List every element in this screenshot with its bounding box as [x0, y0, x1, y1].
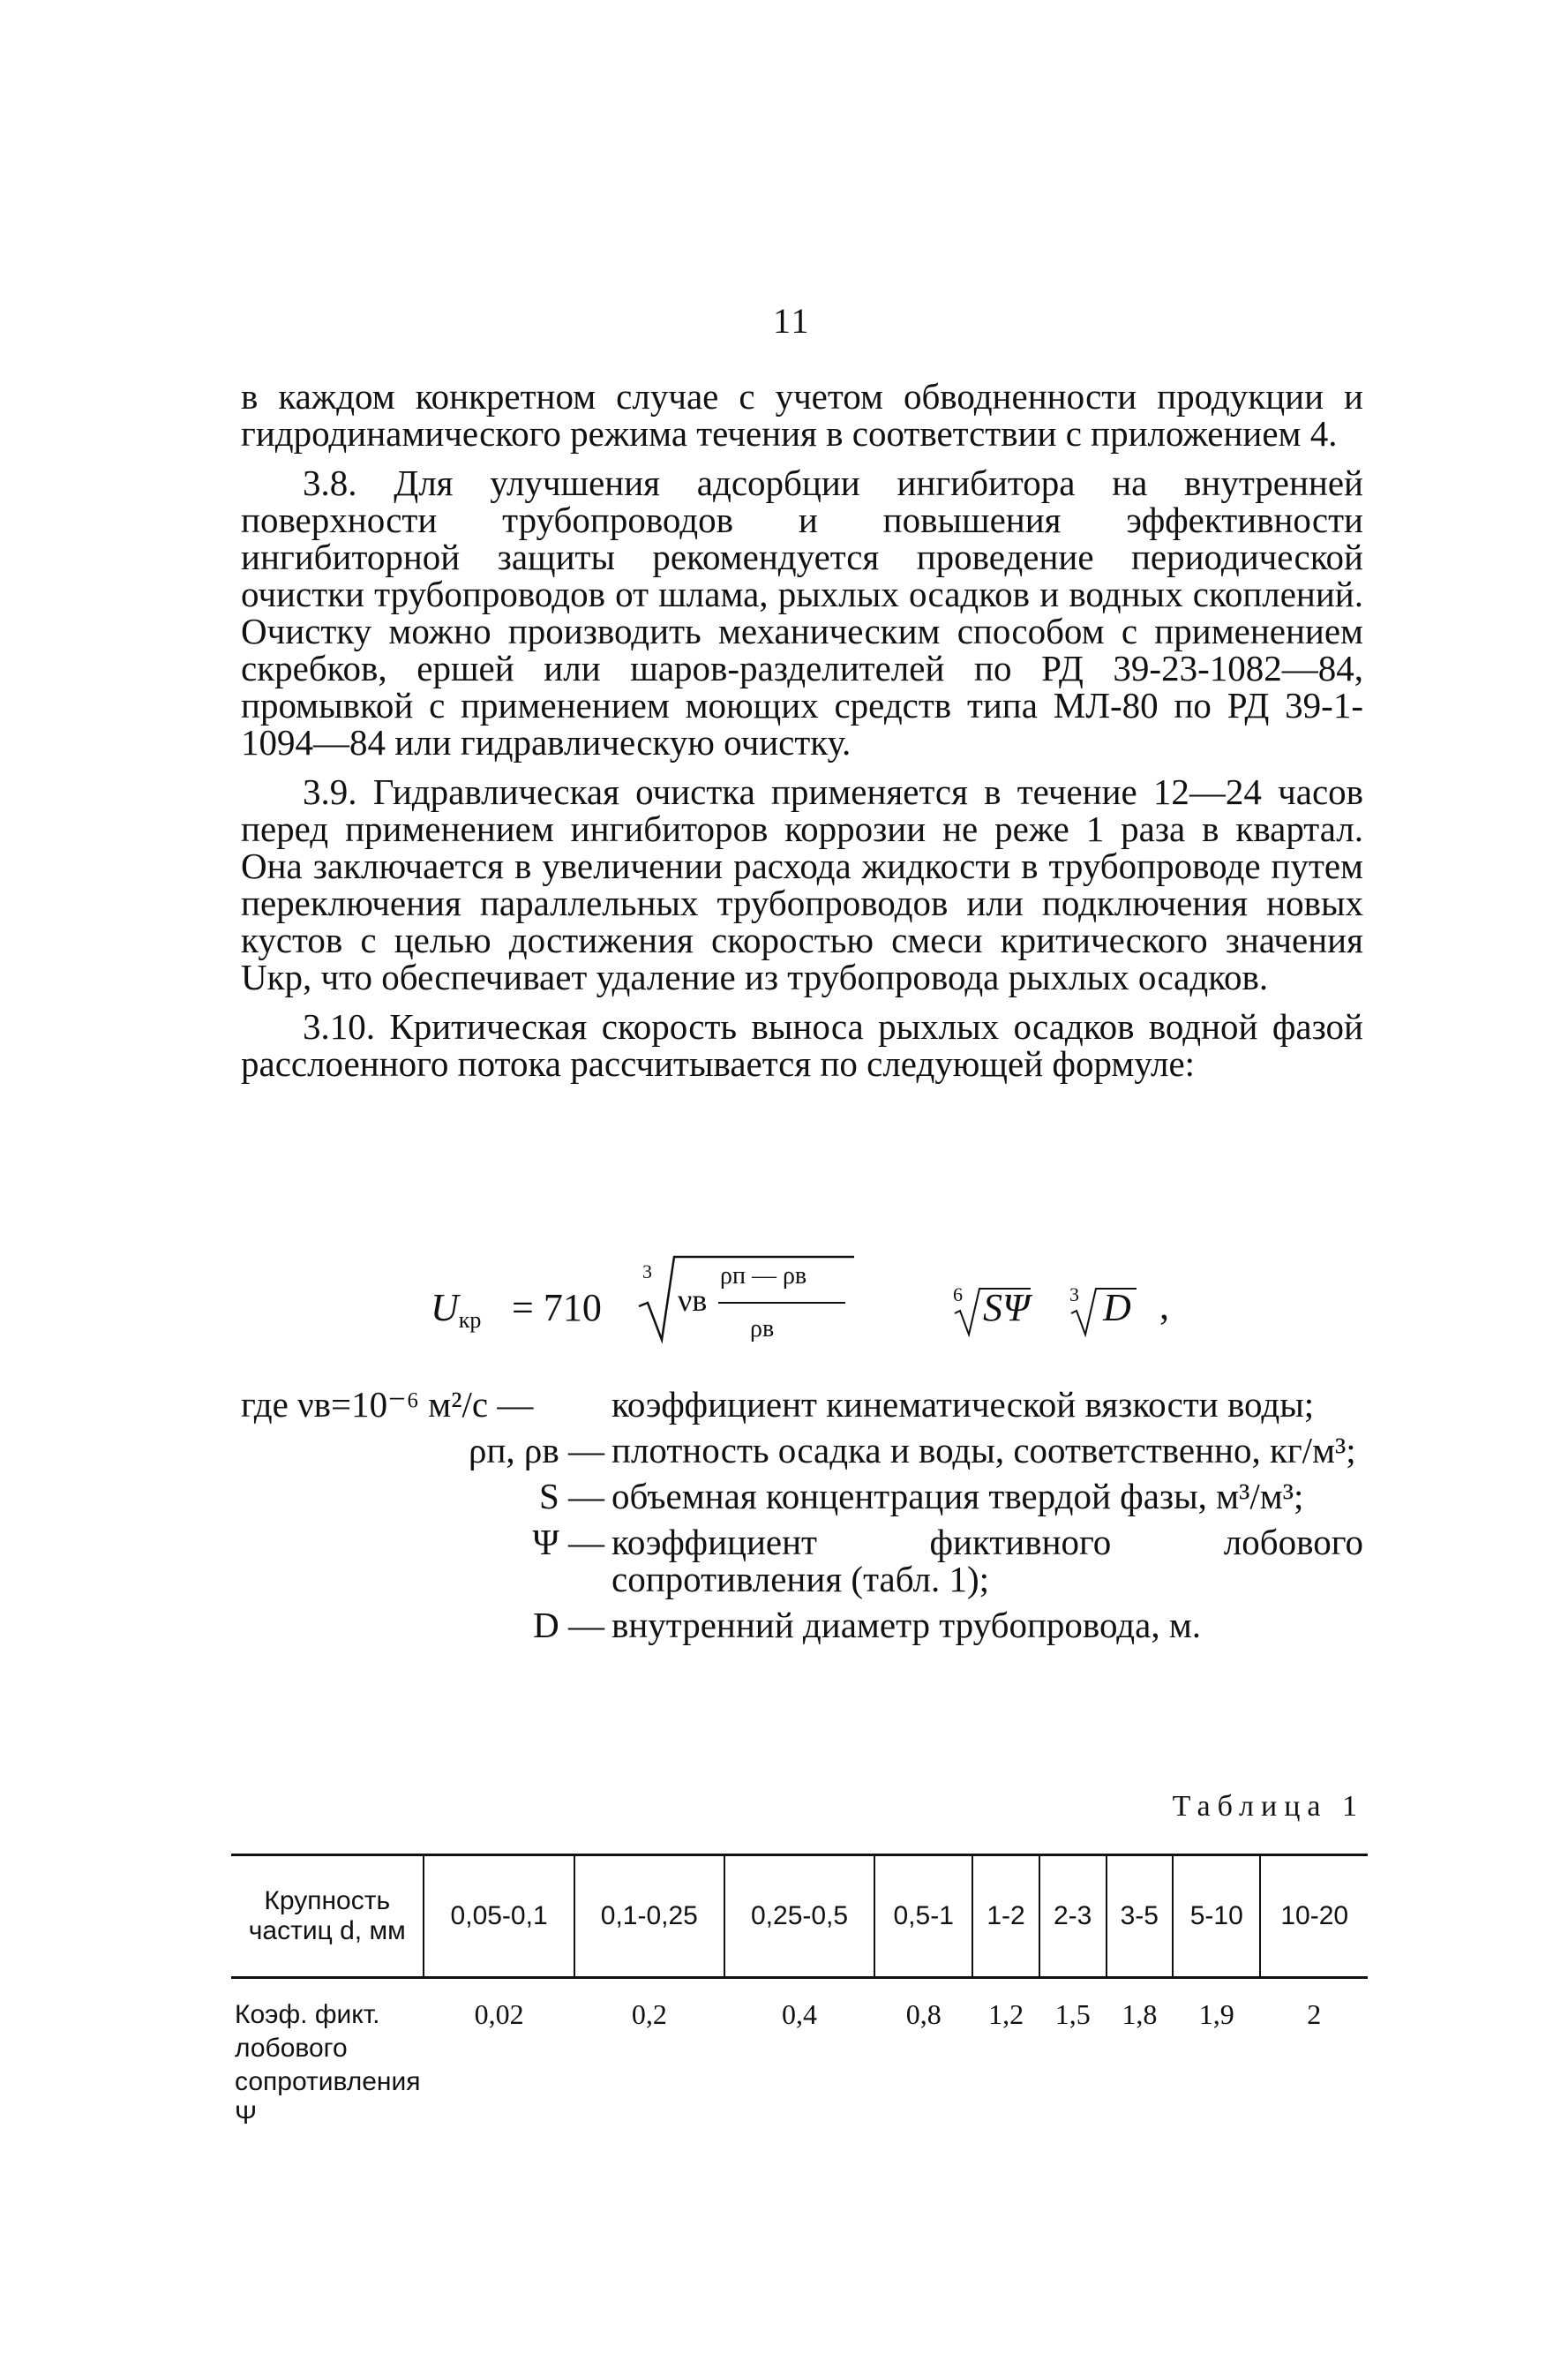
formula-denominator: ρв	[750, 1315, 775, 1342]
formula-lhs: $U_{кр}$	[431, 1286, 482, 1333]
value-cell: 0,8	[905, 1998, 942, 2030]
definition-text: плотность осадка и воды, соответственно, кг/м³;	[611, 1430, 1356, 1470]
range-cell: 0,5-1	[874, 1855, 972, 1978]
range-cell: 10-20	[1260, 1855, 1368, 1978]
range-cell: 0,25-0,5	[724, 1855, 874, 1978]
table-header-row	[231, 1855, 1368, 1978]
value-cell: 1,5	[1054, 1998, 1091, 2030]
row-label-cell: Коэф. фикт. лобового сопротивления Ψ	[235, 2000, 421, 2130]
paragraph-3-9: 3.9. Гидравлическая очистка применяется в течение 12—24 часов перед применением ингибиторов коррозии не реже 1 раза в квартал. Она заключается в увеличении расхода жидкости в трубопроводе путем переключения параллельных трубопроводов или подключения новых кустов с целью достижения скоростью смеси критического значения Uкр, что обеспечивает удаление из трубопровода рыхлых осадков.	[241, 771, 1363, 997]
range-cell: 1-2	[972, 1855, 1039, 1978]
definition-text: внутренний диаметр трубопровода, м.	[611, 1605, 1202, 1645]
sixth-root-body: SΨ	[983, 1286, 1030, 1329]
paragraph-3-8: 3.8. Для улучшения адсорбции ингибитора на внутренней поверхности трубопроводов и повышения эффективности ингибиторной защиты рекомендуется проведение периодической очистки трубопроводов от шлама, рыхлых осадков и водных скоплений. Очистку можно производить механическим способом с применением скребков, ершей или шаров-разделителей по РД 39-23-1082—84, промывкой с применением моющих средств типа МЛ-80 по РД 39-1-1094—84 или гидравлическую очистку.	[241, 463, 1363, 763]
table-caption: Таблица 1	[1172, 1790, 1364, 1823]
sixth-root-index: 6	[953, 1283, 963, 1305]
critical-velocity-formula	[431, 1252, 1225, 1349]
cube-root-body: D	[1103, 1286, 1131, 1329]
definition-symbol: где νв=10⁻⁶ м²/с —	[241, 1384, 534, 1425]
particle-size-table	[231, 1854, 1368, 2138]
definition-row	[241, 1432, 1363, 1469]
definitions-list	[241, 1386, 1363, 1652]
definition-symbol: Ψ —	[532, 1522, 604, 1562]
range-cell: 5-10	[1173, 1855, 1260, 1978]
definition-symbol: D —	[533, 1605, 604, 1645]
range-cell: 3-5	[1107, 1855, 1174, 1978]
definition-row	[241, 1386, 1363, 1423]
cube-root-index: 3	[642, 1260, 652, 1282]
paragraph-3-10: 3.10. Критическая скорость выноса рыхлых осадков водной фазой расслоенного потока рассчитывается по следующей формуле:	[241, 1006, 1363, 1084]
range-cell: 2-3	[1039, 1855, 1107, 1978]
formula-nu: νв	[678, 1282, 708, 1318]
range-cell: 0,05-0,1	[424, 1855, 574, 1978]
definition-symbol: ρп, ρв —	[469, 1430, 604, 1470]
value-cell: 1,2	[988, 1998, 1024, 2030]
formula-numerator: ρп — ρв	[720, 1262, 807, 1290]
value-cell: 1,9	[1198, 1998, 1234, 2030]
header-label-cell: Крупность частиц d, мм	[231, 1855, 424, 1978]
definition-text: объемная концентрация твердой фазы, м³/м³;	[611, 1476, 1304, 1516]
value-cell: 0,2	[631, 1998, 667, 2030]
formula-coefficient: = 710	[512, 1286, 602, 1329]
definition-row	[241, 1606, 1363, 1643]
table-values-row	[231, 1978, 1368, 2139]
value-cell: 0,4	[782, 1998, 818, 2030]
definition-row	[241, 1523, 1363, 1598]
definition-symbol: S —	[538, 1476, 604, 1516]
range-cell: 0,1-0,25	[574, 1855, 724, 1978]
cube-root-index-2: 3	[1069, 1283, 1079, 1305]
definition-text: коэффициент кинематической вязкости воды;	[611, 1384, 1315, 1425]
paragraph-continuation: в каждом конкретном случае с учетом обводненности продукции и гидродинамического режима течения в соответствии с приложением 4.	[241, 376, 1363, 454]
value-cell: 0,02	[474, 1998, 524, 2030]
definition-row	[241, 1478, 1363, 1515]
page-number: 11	[773, 301, 811, 341]
body-text	[241, 378, 1363, 1082]
value-cell: 1,8	[1122, 1998, 1158, 2030]
value-cell: 2	[1307, 1998, 1322, 2030]
formula-comma: ,	[1159, 1284, 1169, 1327]
definition-text: коэффициент фиктивного лобового сопротивления (табл. 1);	[611, 1522, 1363, 1599]
